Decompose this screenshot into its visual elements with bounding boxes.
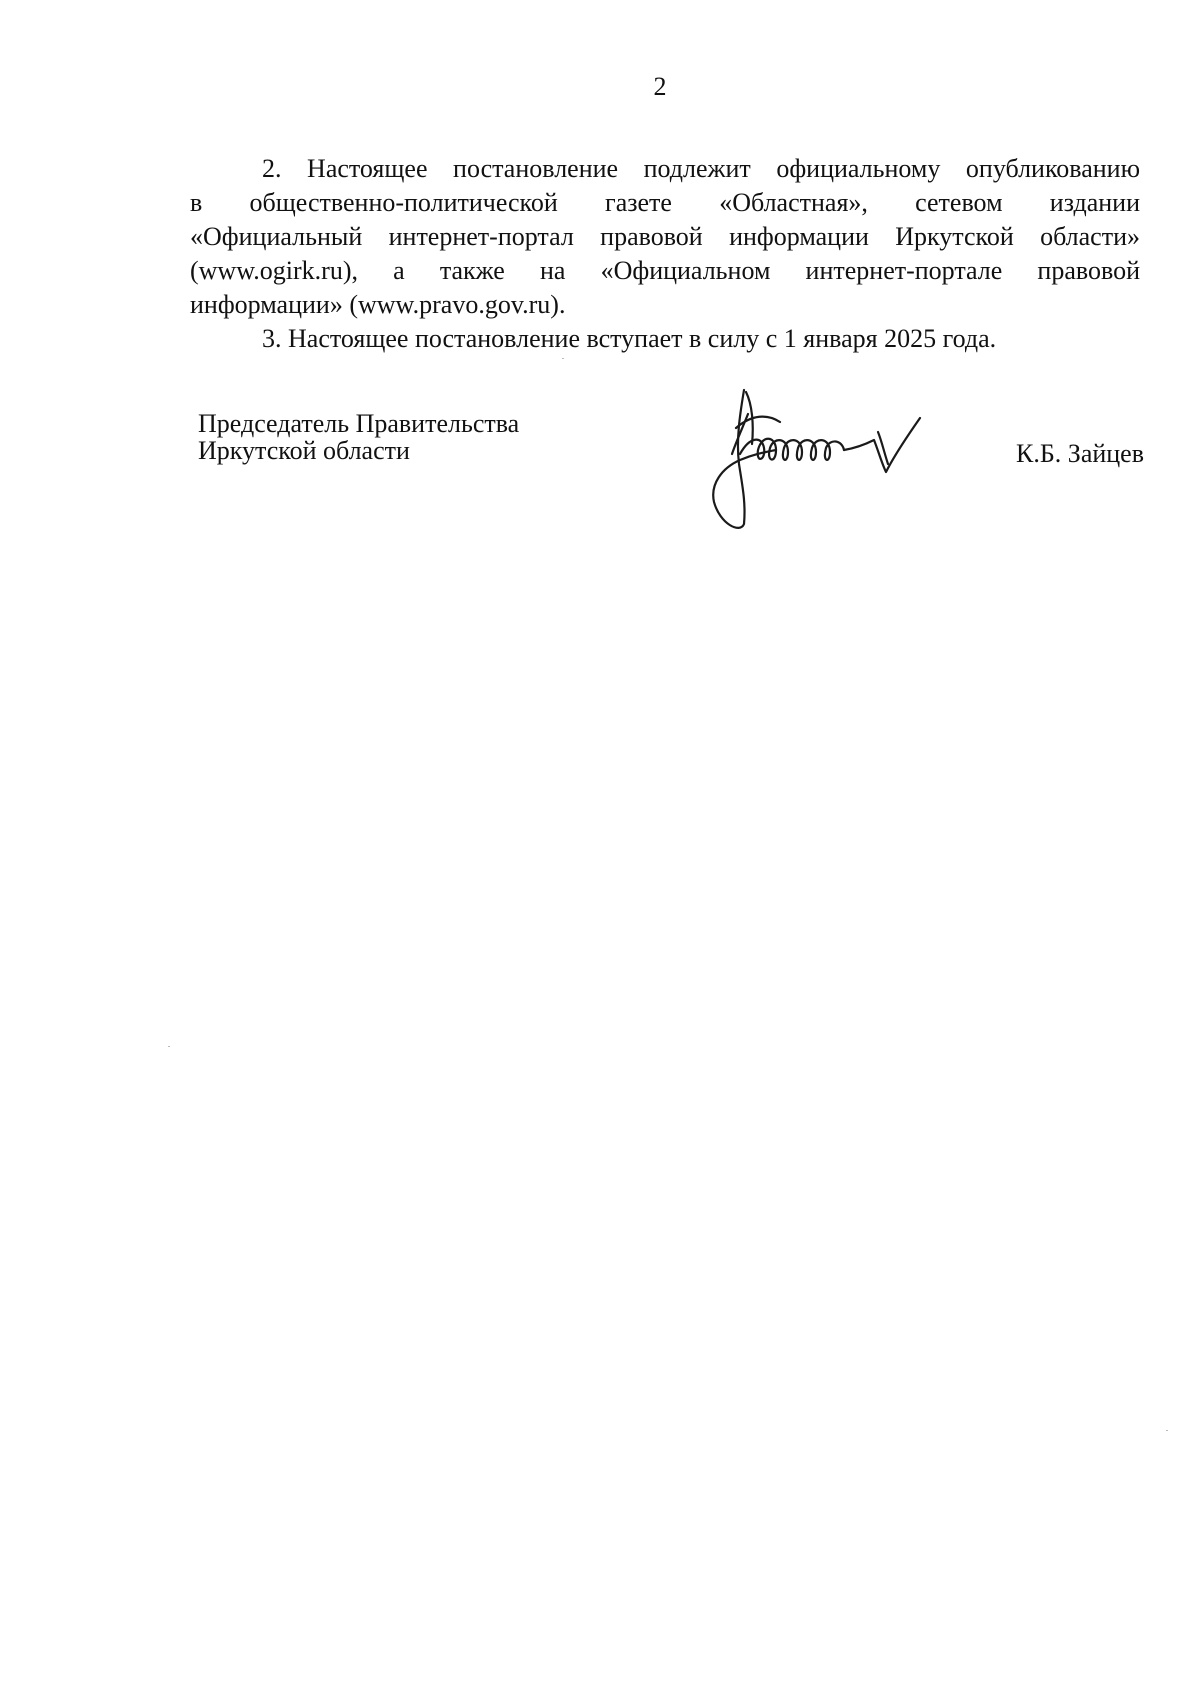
handwritten-signature (706, 384, 966, 534)
paragraph-line: 2. Настоящее постановление подлежит официальному опубликованию (262, 154, 1140, 183)
paragraph-line: (www.ogirk.ru), а также на «Официальном интернет-портале правовой (190, 256, 1140, 285)
paragraph-line: в общественно-политической газете «Областная», сетевом издании (190, 188, 1140, 217)
paragraph-line: 3. Настоящее постановление вступает в силу с 1 января 2025 года. (262, 324, 997, 353)
signer-name: К.Б. Зайцев (1016, 439, 1144, 468)
scan-speck (168, 1046, 170, 1047)
scan-speck (562, 358, 564, 359)
page-number: 2 (653, 72, 667, 101)
signature-block (198, 410, 1148, 530)
paragraph-line: «Официальный интернет-портал правовой информации Иркутской области» (190, 222, 1140, 251)
paragraph-publication (190, 152, 1140, 322)
paragraph-effective-date (190, 322, 1140, 356)
signer-position-line: Председатель Правительства (198, 409, 520, 438)
signer-position (198, 410, 519, 464)
paragraph-line: информации» (www.pravo.gov.ru). (190, 290, 566, 319)
signer-position-line: Иркутской области (198, 436, 410, 465)
scan-speck (1166, 1430, 1168, 1431)
document-body (190, 152, 1140, 356)
